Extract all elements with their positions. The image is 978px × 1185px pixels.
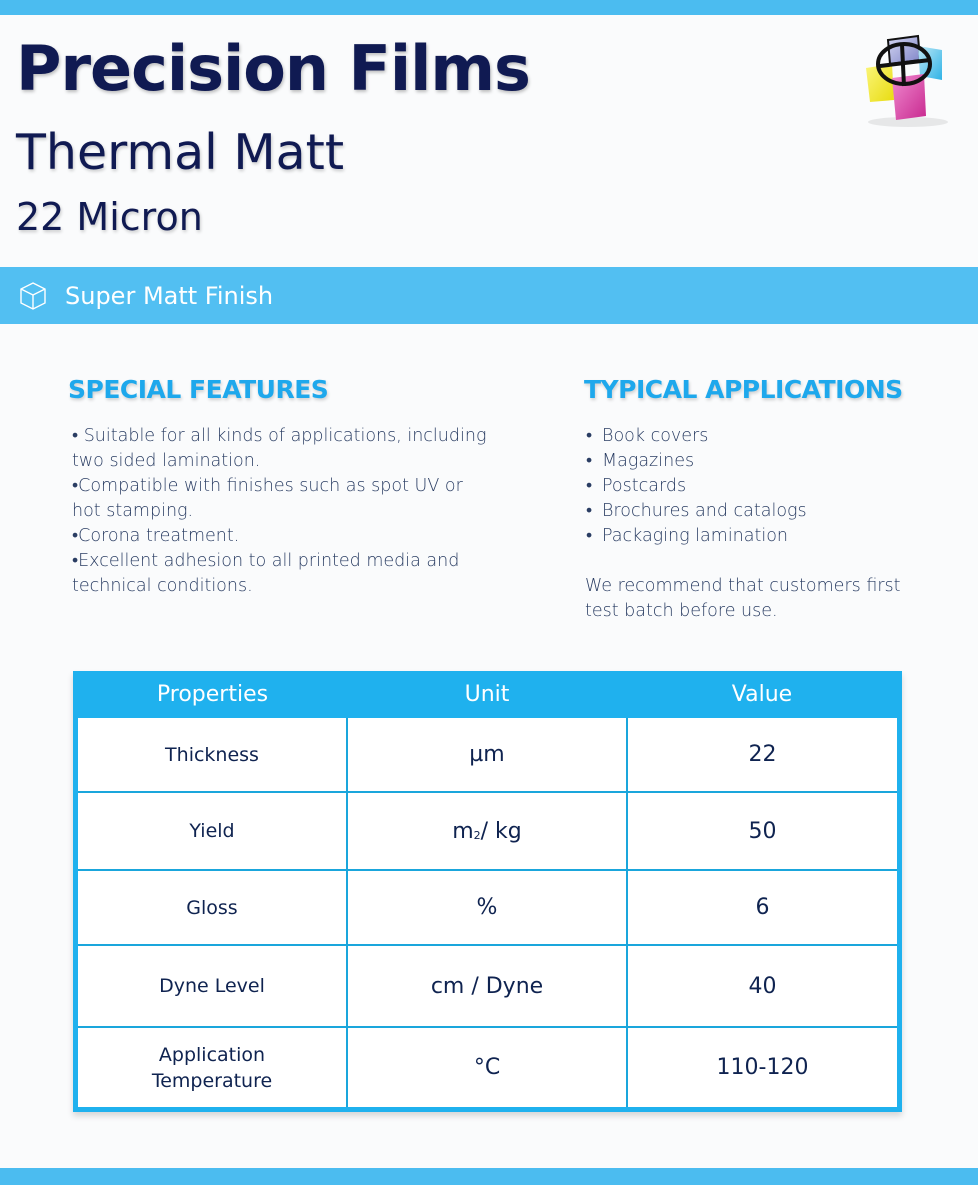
feature-line: technical conditions. — [72, 576, 253, 596]
application-label: Packaging lamination — [602, 526, 789, 546]
value-cell: 50 — [627, 792, 897, 870]
feature-line: hot stamping. — [72, 501, 194, 521]
list-item — [586, 424, 926, 449]
application-label: Brochures and catalogs — [602, 501, 807, 521]
property-cell: Thickness — [78, 718, 347, 792]
note-line: We recommend that customers first — [585, 576, 901, 596]
property-line: Application — [158, 1043, 266, 1066]
brand-title: Precision Films — [16, 32, 530, 105]
bottom-accent-bar — [0, 1168, 978, 1185]
header-value: Value — [627, 671, 897, 718]
specifications-table — [73, 671, 902, 1112]
unit-cell: % — [347, 870, 627, 945]
unit-subscript: 2 — [473, 828, 481, 842]
note-line: test batch before use. — [585, 601, 778, 621]
special-features-text — [72, 424, 502, 599]
list-item — [586, 474, 926, 499]
feature-line: •Corona treatment. — [72, 526, 240, 546]
finish-label: Super Matt Finish — [65, 281, 274, 310]
application-label: Book covers — [602, 426, 709, 446]
list-item — [586, 524, 926, 549]
feature-line: • Suitable for all kinds of applications, including — [72, 426, 487, 446]
value-cell: 6 — [627, 870, 897, 945]
bullet-icon: • — [586, 476, 593, 496]
unit-cell: cm / Dyne — [347, 945, 627, 1027]
property-line: Temperature — [151, 1069, 273, 1092]
table-row — [78, 1027, 897, 1107]
table-row — [78, 945, 897, 1027]
list-item — [586, 449, 926, 474]
value-cell: 110-120 — [627, 1027, 897, 1107]
feature-line: two sided lamination. — [72, 451, 261, 471]
value-cell: 22 — [627, 718, 897, 792]
applications-list — [586, 424, 926, 549]
value-cell: 40 — [627, 945, 897, 1027]
application-label: Magazines — [602, 451, 695, 471]
cube-icon — [19, 281, 47, 311]
header-properties: Properties — [78, 671, 347, 718]
property-cell — [78, 1027, 347, 1107]
top-accent-bar — [0, 0, 978, 15]
application-label: Postcards — [602, 476, 687, 496]
feature-line: •Compatible with finishes such as spot UV or — [72, 476, 463, 496]
cmyk-cubes-logo-icon — [858, 30, 954, 130]
unit-cell: µm — [347, 718, 627, 792]
special-features-heading: SPECIAL FEATURES — [68, 375, 329, 404]
property-cell: Gloss — [78, 870, 347, 945]
header-unit: Unit — [347, 671, 627, 718]
bullet-icon: • — [586, 426, 593, 446]
table-header-row — [78, 671, 897, 718]
recommendation-note — [585, 574, 925, 624]
finish-banner — [0, 267, 978, 324]
unit-rest: / kg — [480, 818, 522, 844]
property-cell: Yield — [78, 792, 347, 870]
unit-cell: °C — [347, 1027, 627, 1107]
table-row — [78, 718, 897, 792]
product-name: Thermal Matt — [16, 124, 345, 181]
unit-cell — [347, 792, 627, 870]
table-row — [78, 792, 897, 870]
bullet-icon: • — [586, 526, 593, 546]
bullet-icon: • — [586, 451, 593, 471]
product-thickness: 22 Micron — [16, 195, 203, 239]
unit-main: m — [452, 818, 474, 844]
table-row — [78, 870, 897, 945]
typical-applications-heading: TYPICAL APPLICATIONS — [584, 375, 903, 404]
list-item — [586, 499, 926, 524]
bullet-icon: • — [586, 501, 593, 521]
feature-line: •Excellent adhesion to all printed media and — [72, 551, 460, 571]
property-cell: Dyne Level — [78, 945, 347, 1027]
